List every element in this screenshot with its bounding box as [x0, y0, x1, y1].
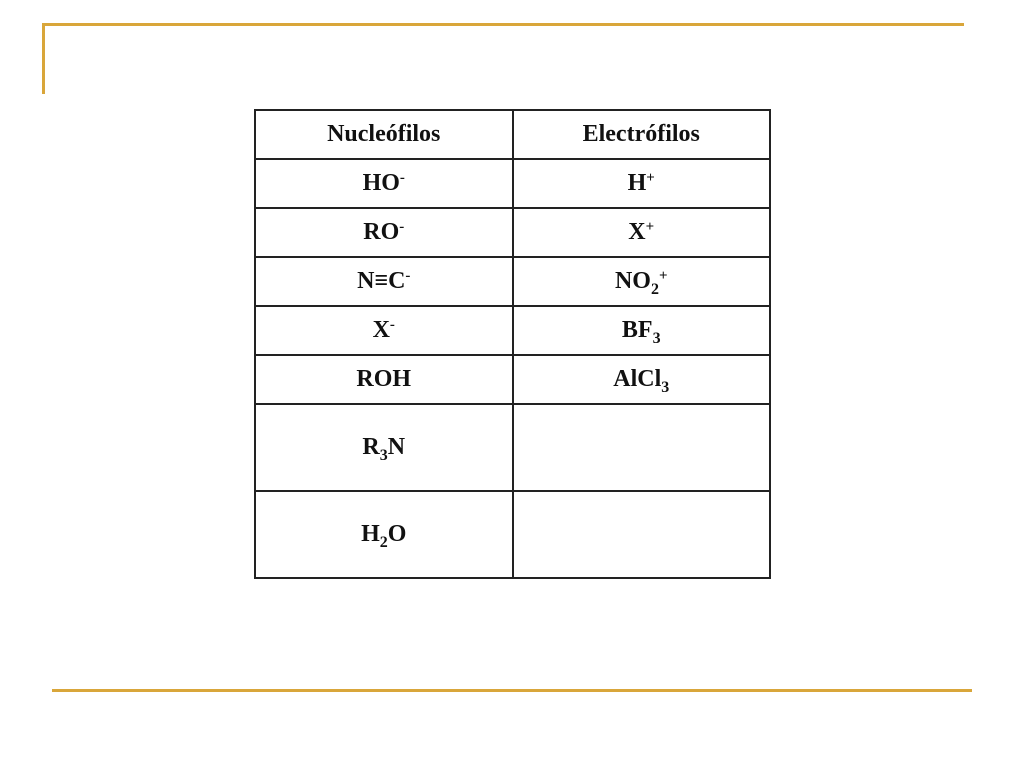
- formula: [613, 366, 670, 396]
- nucleophile-cell: [255, 257, 513, 306]
- electrophile-cell: [513, 257, 771, 306]
- formula-base: H: [627, 170, 647, 196]
- electrophile-cell: [513, 306, 771, 355]
- nucleophile-cell: [255, 355, 513, 404]
- formula-base: N≡C: [357, 268, 406, 294]
- formula-charge: -: [389, 317, 395, 333]
- table-header-row: [255, 110, 770, 159]
- formula-base: ROH: [356, 366, 412, 392]
- formula-charge: +: [658, 268, 668, 284]
- formula: [357, 268, 410, 295]
- formula-subscript: 3: [652, 330, 661, 347]
- formula-subscript: 3: [379, 447, 388, 464]
- formula-subscript: 2: [379, 534, 388, 551]
- electrophile-cell: [513, 355, 771, 404]
- formula-base: AlCl: [613, 366, 662, 392]
- left-accent-rule: [42, 23, 45, 94]
- electrophile-cell: [513, 159, 771, 208]
- electrophile-cell-empty: [513, 491, 771, 578]
- nucleophile-electrophile-table: [254, 109, 771, 579]
- formula-charge: -: [405, 268, 411, 284]
- nucleophile-cell: [255, 491, 513, 578]
- top-accent-rule: [42, 23, 964, 26]
- table-row: [255, 208, 770, 257]
- formula: [356, 366, 411, 393]
- formula-tail: O: [387, 521, 407, 547]
- formula-base: X: [628, 219, 646, 245]
- formula: [363, 219, 404, 246]
- header-nucleophiles: Nucleófilos: [255, 110, 513, 159]
- nucleophile-cell: [255, 404, 513, 491]
- formula-base: H: [361, 521, 380, 547]
- formula: [621, 317, 661, 347]
- formula-subscript: 2: [650, 281, 659, 298]
- formula-base: X: [372, 317, 390, 343]
- table-row: [255, 257, 770, 306]
- electrophile-cell-empty: [513, 404, 771, 491]
- formula-charge: -: [399, 170, 405, 186]
- formula: [628, 170, 655, 197]
- formula: [362, 434, 406, 464]
- bottom-accent-rule: [52, 689, 972, 692]
- table-row: [255, 404, 770, 491]
- formula-tail: N: [387, 434, 406, 460]
- formula-charge: -: [399, 219, 405, 235]
- nucleophile-cell: [255, 306, 513, 355]
- formula-base: HO: [362, 170, 400, 196]
- table-row: [255, 306, 770, 355]
- formula: [628, 219, 654, 246]
- formula: [373, 317, 395, 344]
- formula-base: NO: [614, 268, 651, 294]
- formula-base: R: [362, 434, 380, 460]
- formula-subscript: 3: [661, 379, 670, 396]
- nucleophile-cell: [255, 159, 513, 208]
- formula-charge: +: [646, 170, 655, 186]
- formula-base: RO: [363, 219, 400, 245]
- nucleophile-cell: [255, 208, 513, 257]
- formula: [614, 268, 668, 298]
- formula-charge: +: [645, 219, 655, 235]
- header-electrophiles: Electrófilos: [513, 110, 771, 159]
- table-row: [255, 355, 770, 404]
- table-row: [255, 491, 770, 578]
- formula-base: BF: [621, 317, 653, 343]
- formula: [363, 170, 405, 197]
- formula: [361, 521, 407, 551]
- electrophile-cell: [513, 208, 771, 257]
- table-row: [255, 159, 770, 208]
